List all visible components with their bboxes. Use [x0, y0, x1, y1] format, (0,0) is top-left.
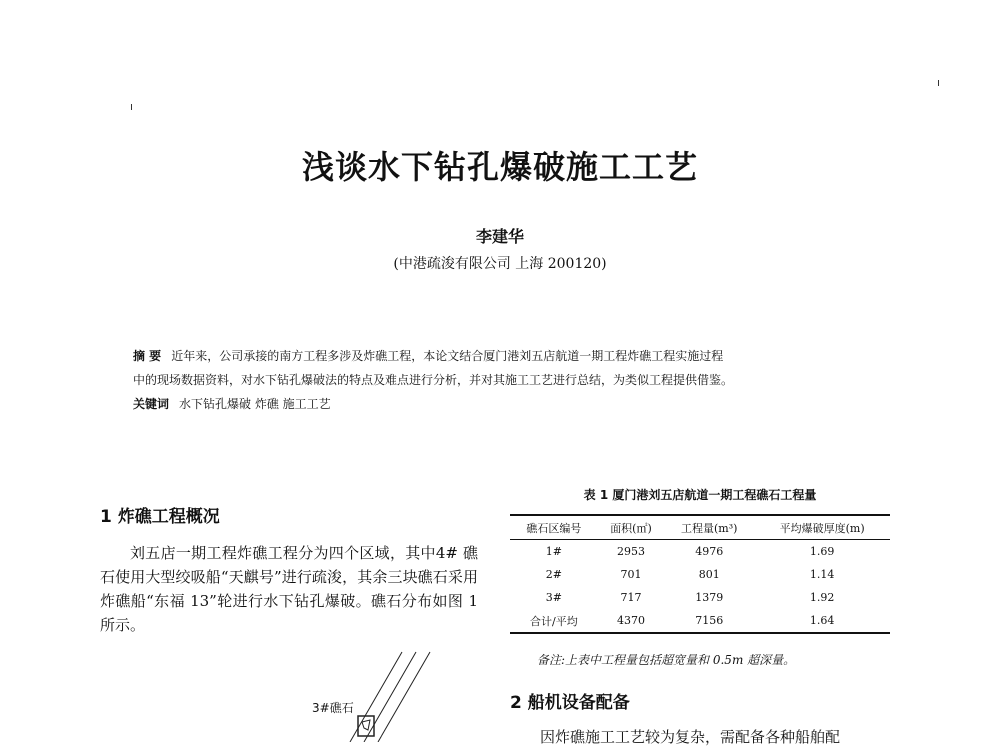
abstract-line-1: [133, 344, 873, 368]
table-row: [510, 563, 890, 586]
table-row: [510, 540, 890, 564]
author-affiliation: (中港疏浚有限公司 上海 200120): [393, 256, 607, 272]
reef-quantity-table: [510, 514, 890, 634]
abstract-text-1: 近年来，公司承接的南方工程多涉及炸礁工程，本论文结合厦门港刘五店航道一期工程炸礁工程实施过程: [171, 349, 724, 363]
figure-label: 3#礁石: [312, 701, 354, 715]
table-cell: 3#: [545, 591, 562, 604]
table-header-cell: 工程量(m³): [681, 521, 738, 535]
table-cell: 4976: [695, 545, 724, 558]
table-cell: 1#: [545, 545, 562, 558]
section-2-paragraph: 因炸礁施工工艺较为复杂，需配备各种船舶配: [540, 728, 841, 746]
table-cell: 801: [698, 568, 720, 581]
abstract-line-2: 中的现场数据资料，对水下钻孔爆破法的特点及难点进行分析，并对其施工工艺进行总结，为类似工程提供借鉴。: [133, 373, 734, 387]
abstract-block: [133, 344, 873, 416]
figure-line: [378, 652, 430, 742]
table-cell: 2#: [545, 568, 562, 581]
section-2-heading: 2 船机设备配备: [510, 693, 630, 713]
section-1-paragraph: 刘五店一期工程炸礁工程分为四个区域，其中4# 礁石使用大型绞吸船“天麒号”进行疏浚，其余三块礁石采用炸礁船“东福 13”轮进行水下钻孔爆破。礁石分布如图 1 所示。: [100, 544, 478, 634]
table-cell: 1379: [695, 591, 724, 604]
table-cell: 1.69: [809, 545, 835, 558]
table-cell: 合计/平均: [530, 614, 578, 628]
table-cell: 4370: [616, 614, 645, 627]
table-cell: 701: [620, 568, 642, 581]
reef-distribution-figure: [340, 650, 460, 742]
table-header-cell: 面积(㎡): [610, 521, 652, 535]
table-cell: 1.92: [809, 591, 835, 604]
table-note: 备注:上表中工程量包括超宽量和 0.5m 超深量。: [537, 653, 796, 667]
page-mark: [131, 104, 132, 110]
table-header-cell: 平均爆破厚度(m): [779, 521, 865, 535]
author-name: 李建华: [475, 227, 524, 246]
section-1-heading: 1 炸礁工程概况: [100, 507, 220, 527]
table-cell: 7156: [695, 614, 724, 627]
paper-title: 浅谈水下钻孔爆破施工工艺: [301, 148, 698, 186]
table-cell: 717: [620, 591, 642, 604]
table-caption: 表 1 厦门港刘五店航道一期工程礁石工程量: [583, 488, 817, 502]
table-header-cell: 礁石区编号: [526, 521, 582, 535]
reef-marker: [358, 716, 374, 736]
page-mark: [938, 80, 939, 86]
table-total-row: [510, 609, 890, 633]
table-header-row: [510, 515, 890, 540]
figure-line: [364, 652, 416, 742]
abstract-label: 摘 要: [133, 349, 162, 363]
table-row: [510, 586, 890, 609]
keywords-line: [133, 392, 873, 416]
table-cell: 1.14: [809, 568, 835, 581]
keywords-label: 关键词: [133, 397, 170, 411]
table-cell: 2953: [616, 545, 645, 558]
table-cell: 1.64: [809, 614, 835, 627]
reef-shape: [362, 720, 370, 730]
keywords-text: 水下钻孔爆破 炸礁 施工工艺: [179, 397, 331, 411]
